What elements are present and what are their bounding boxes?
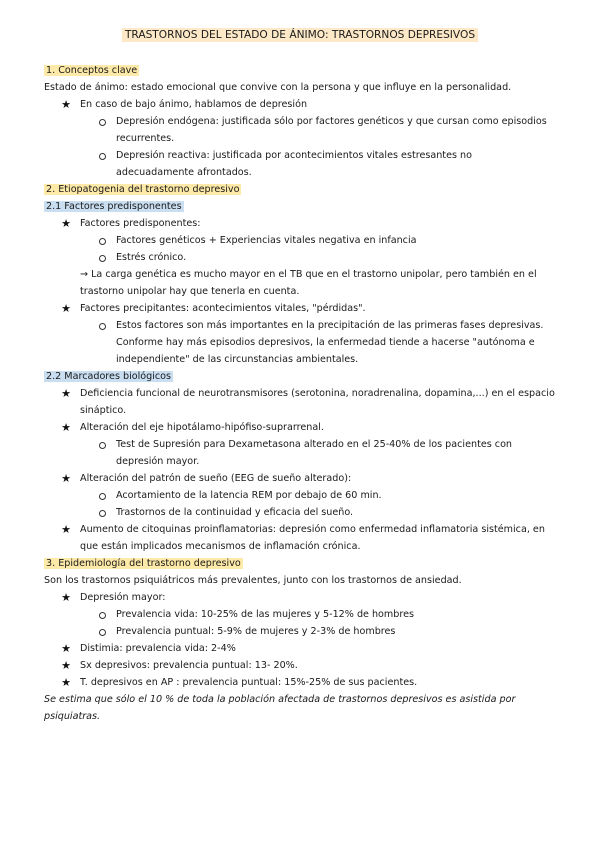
star-bullet-icon: ★ (61, 472, 71, 485)
star-bullet-icon: ★ (61, 217, 71, 230)
star-bullet-icon: ★ (61, 387, 71, 400)
subsection-heading: 2.2 Marcadores biológicos (46, 371, 172, 382)
circle-bullet-icon (99, 442, 106, 449)
bullet-item: ★ Deficiencia funcional de neurotransmisores (serotonina, noradrenalina, dopamina,...) en el espacio (44, 385, 564, 402)
bullet-continuation: que están implicados mecanismos de inflamación crónica. (80, 541, 361, 552)
sub-bullet-item: Depresión endógena: justificada sólo por factores genéticos y que cursan como episodios (44, 113, 564, 130)
circle-bullet-icon (99, 153, 106, 160)
page-title: TRASTORNOS DEL ESTADO DE ÁNIMO: TRASTORNOS DEPRESIVOS (0, 27, 600, 43)
sub-bullet-continuation: recurrentes. (116, 133, 175, 144)
star-bullet-icon: ★ (61, 659, 71, 672)
circle-bullet-icon (99, 238, 106, 245)
sub-bullet-continuation: Conforme hay más episodios depresivos, la enfermedad tiende a hacerse "autónoma e (116, 337, 535, 348)
circle-bullet-icon (99, 612, 106, 619)
bullet-item: ★ Distimia: prevalencia vida: 2-4% (44, 640, 564, 657)
bullet-item: ★ T. depresivos en AP : prevalencia puntual: 15%-25% de sus pacientes. (44, 674, 564, 691)
sub-bullet-item: Acortamiento de la latencia REM por debajo de 60 min. (44, 487, 564, 504)
footnote-paragraph: Se estima que sólo el 10 % de toda la población afectada de trastornos depresivos es asistida por (44, 694, 516, 705)
sub-bullet-continuation: adecuadamente afrontados. (116, 167, 252, 178)
star-bullet-icon: ★ (61, 98, 71, 111)
circle-bullet-icon (99, 323, 106, 330)
paragraph: Son los trastornos psiquiátricos más prevalentes, junto con los trastornos de ansiedad. (44, 575, 462, 586)
document-body (44, 62, 564, 725)
bullet-item: ★ Factores precipitantes: acontecimientos vitales, "pérdidas". (44, 300, 564, 317)
note-line: → La carga genética es mucho mayor en el TB que en el trastorno unipolar, pero también en el (80, 269, 537, 280)
bullet-item: ★ En caso de bajo ánimo, hablamos de depresión (44, 96, 564, 113)
star-bullet-icon: ★ (61, 642, 71, 655)
star-bullet-icon: ★ (61, 523, 71, 536)
bullet-item: ★ Depresión mayor: (44, 589, 564, 606)
star-bullet-icon: ★ (61, 591, 71, 604)
sub-bullet-item: Prevalencia puntual: 5-9% de mujeres y 2-3% de hombres (44, 623, 564, 640)
bullet-item: ★ Alteración del patrón de sueño (EEG de sueño alterado): (44, 470, 564, 487)
bullet-item: ★ Alteración del eje hipotálamo-hipófiso-suprarrenal. (44, 419, 564, 436)
star-bullet-icon: ★ (61, 421, 71, 434)
circle-bullet-icon (99, 629, 106, 636)
section-heading: 1. Conceptos clave (46, 65, 138, 76)
circle-bullet-icon (99, 510, 106, 517)
paragraph: Estado de ánimo: estado emocional que convive con la persona y que influye en la personalidad. (44, 82, 512, 93)
sub-bullet-item: Factores genéticos + Experiencias vitales negativa en infancia (44, 232, 564, 249)
sub-bullet-continuation: depresión mayor. (116, 456, 200, 467)
bullet-item: ★ Factores predisponentes: (44, 215, 564, 232)
section-heading: 3. Epidemiología del trastorno depresivo (46, 558, 241, 569)
circle-bullet-icon (99, 119, 106, 126)
bullet-continuation: sináptico. (80, 405, 127, 416)
bullet-item: ★ Sx depresivos: prevalencia puntual: 13- 20%. (44, 657, 564, 674)
subsection-heading: 2.1 Factores predisponentes (46, 201, 182, 212)
circle-bullet-icon (99, 255, 106, 262)
sub-bullet-continuation: independiente" de las circunstancias ambientales. (116, 354, 359, 365)
note-line: trastorno unipolar hay que tenerla en cuenta. (80, 286, 300, 297)
star-bullet-icon: ★ (61, 676, 71, 689)
sub-bullet-item: Test de Supresión para Dexametasona alterado en el 25-40% de los pacientes con (44, 436, 564, 453)
section-heading: 2. Etiopatogenia del trastorno depresivo (46, 184, 240, 195)
sub-bullet-item: Depresión reactiva: justificada por acontecimientos vitales estresantes no (44, 147, 564, 164)
bullet-item: ★ Aumento de citoquinas proinflamatorias: depresión como enfermedad inflamatoria sistémica, en (44, 521, 564, 538)
sub-bullet-item: Trastornos de la continuidad y eficacia del sueño. (44, 504, 564, 521)
circle-bullet-icon (99, 493, 106, 500)
footnote-paragraph: psiquiatras. (44, 711, 101, 722)
sub-bullet-item: Estos factores son más importantes en la precipitación de las primeras fases depresivas. (44, 317, 564, 334)
sub-bullet-item: Prevalencia vida: 10-25% de las mujeres y 5-12% de hombres (44, 606, 564, 623)
sub-bullet-item: Estrés crónico. (44, 249, 564, 266)
star-bullet-icon: ★ (61, 302, 71, 315)
